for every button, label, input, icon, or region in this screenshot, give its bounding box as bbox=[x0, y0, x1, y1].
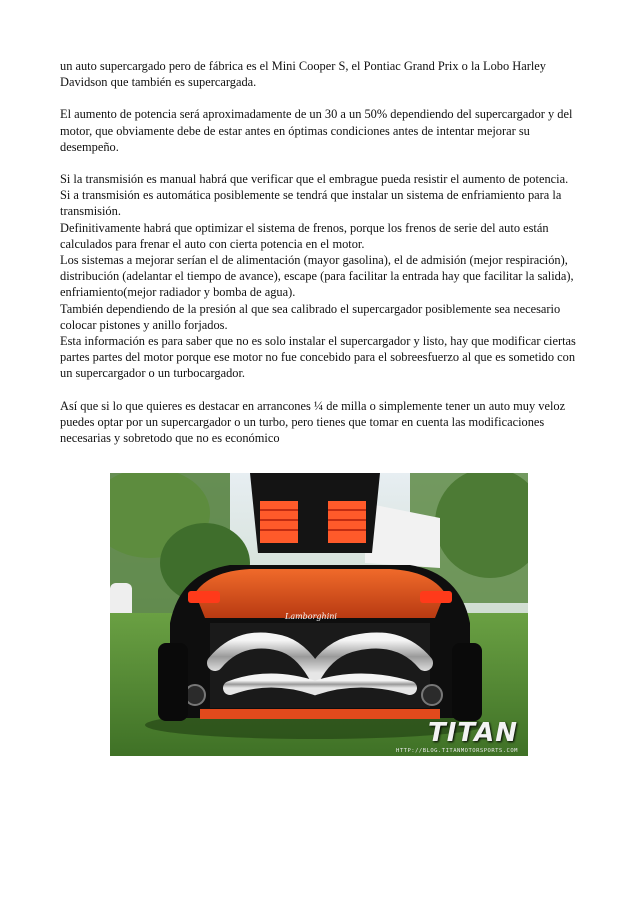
engine-vent-left bbox=[260, 501, 298, 543]
rear-deck bbox=[195, 569, 445, 618]
titan-logo: TITAN bbox=[427, 718, 518, 748]
car-badge: Lamborghini bbox=[285, 612, 337, 621]
paragraph-intro: un auto supercargado pero de fábrica es el Mini Cooper S, el Pontiac Grand Prix o la Lobo Harley Davidson que también es supercargada. bbox=[60, 59, 546, 90]
rear-tire-left bbox=[158, 643, 188, 721]
list-item: Los sistemas a mejorar serían el de alimentación (mayor gasolina), el de admisión (mejor respiración), distribución (adelantar el tiempo de avance), escape (para facilitar la entrada hay que facilitar la salida), enfriamiento(mejor radiador y bomba de agua). bbox=[60, 253, 574, 300]
photo-watermark bbox=[396, 718, 518, 754]
watermark-url: HTTP://BLOG.TITANMOTORSPORTS.COM bbox=[396, 748, 518, 754]
taillight-right bbox=[420, 591, 452, 603]
paragraph-power-increase: El aumento de potencia será aproximadamente de un 30 a un 50% dependiendo del supercargador y del motor, que obviamente debe de estar antes en óptimas condiciones antes de intentar mejorar su desempeño. bbox=[60, 107, 573, 154]
paragraph-closing: Así que si lo que quieres es destacar en arrancones ¼ de milla o simplemente tener un auto muy veloz puedes optar por un supercargador o un turbo, pero tienes que tomar en cuenta las modificaciones necesarias y sobretodo que no es económico bbox=[60, 398, 566, 446]
taillight-left bbox=[188, 591, 220, 603]
article-body bbox=[60, 58, 582, 462]
exhaust-tip-right bbox=[422, 685, 442, 705]
engine-vent-right bbox=[328, 501, 366, 543]
lamborghini-engine-photo bbox=[110, 473, 528, 756]
list-item: Esta información es para saber que no es solo instalar el supercargador y listo, hay que modificar ciertas partes partes del motor porque ese motor no fue concebido para el sobreesfuerzo al que es sometido con un supercargador o un turbocargador. bbox=[60, 334, 576, 381]
requirements-list bbox=[60, 171, 582, 382]
list-item: Si la transmisión es manual habrá que verificar que el embrague pueda resistir el aumento de potencia. bbox=[60, 172, 569, 187]
rear-tire-right bbox=[452, 643, 482, 721]
car-rear-illustration bbox=[110, 473, 528, 756]
list-item: También dependiendo de la presión al que sea calibrado el supercargador posiblemente sea necesario colocar pistones y anillo forjados. bbox=[60, 301, 561, 332]
list-item: Si a transmisión es automática posiblemente se tendrá que instalar un sistema de enfriamiento para la transmisión. bbox=[60, 188, 562, 219]
list-item: Definitivamente habrá que optimizar el sistema de frenos, porque los frenos de serie del auto están calculados para frenar el auto con cierta potencia en el motor. bbox=[60, 220, 549, 251]
exhaust-pipes-lower bbox=[230, 681, 410, 689]
